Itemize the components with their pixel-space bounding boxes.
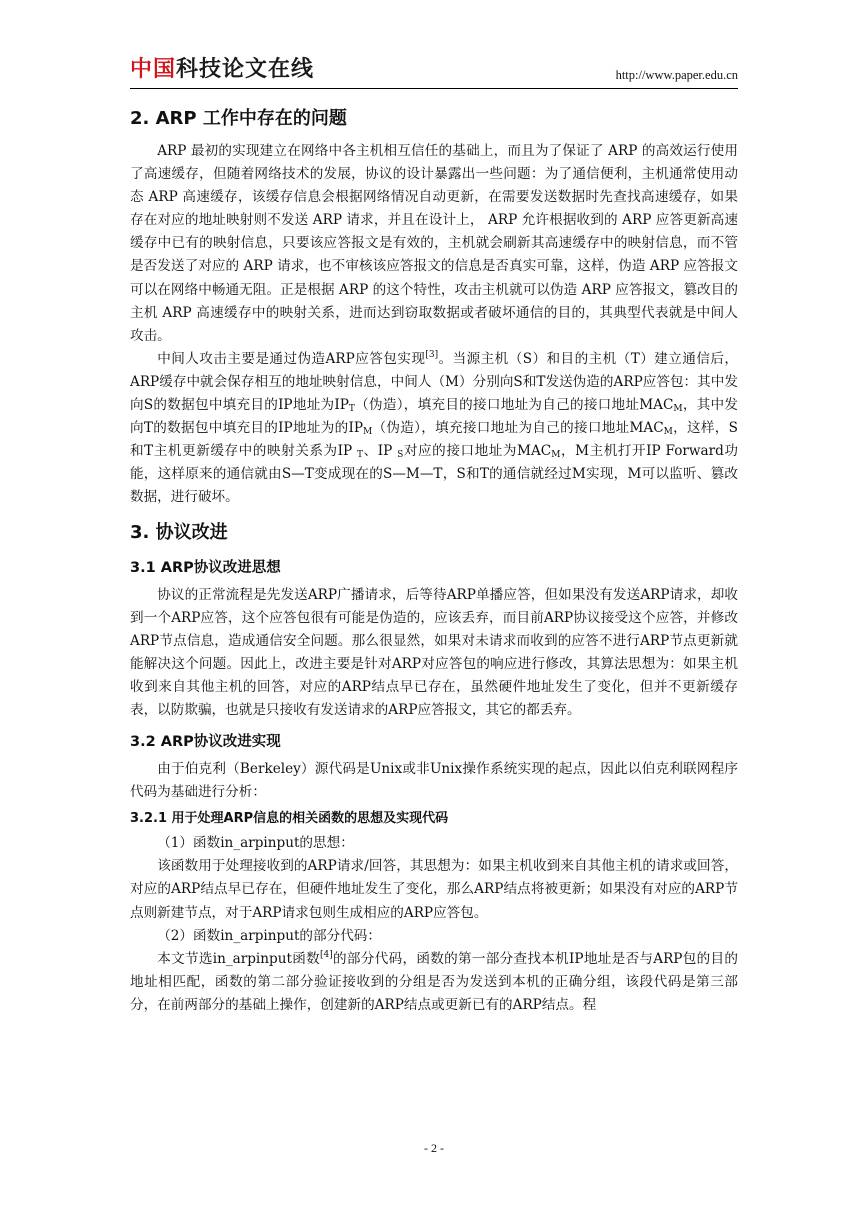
- text-run: （伪造），填充接口地址为自己的接口地址MAC: [372, 420, 664, 437]
- section-3-2-title: 3.2 ARP协议改进实现: [130, 734, 281, 751]
- logo-text-black: 科技论文在线: [176, 57, 315, 82]
- header-rule: [130, 88, 738, 89]
- section-2-title: 2. ARP 工作中存在的问题: [130, 108, 347, 129]
- page-number: - 2 -: [424, 1141, 444, 1155]
- text-run: 中间人攻击主要是通过伪造ARP应答包实现: [157, 350, 426, 367]
- text-run: ，其中发向T的数据包中填充目的IP地址为的IP: [130, 397, 738, 437]
- subscript: T: [357, 450, 364, 461]
- text-run: ，这样，S和T主机更新缓存中的映射关系为IP: [130, 420, 738, 460]
- text-run: 对应的接口地址为MAC: [403, 443, 552, 460]
- page-header: [130, 56, 738, 88]
- list-item-1: （1）函数in_arpinput的思想：: [157, 835, 354, 852]
- page-content: [130, 104, 738, 1017]
- section-3-2-paragraph: 由于伯克利（Berkeley）源代码是Unix或非Unix操作系统实现的起点，因此以伯克利联网程序代码为基础进行分析：: [130, 761, 738, 801]
- text-run: 的部分代码，函数的第一部分查找本机IP地址是否与ARP包的目的地址相匹配，函数的第二部分验证接收到的分组是否为发送到本机的正确分组，该段代码是第三部分，在前两部分的基础上操作，创建新的ARP结点或更新已有的ARP结点。程: [130, 950, 738, 1013]
- citation: [3]: [425, 349, 439, 360]
- section-3-1-title: 3.1 ARP协议改进思想: [130, 559, 281, 576]
- text-run: （伪造），填充目的接口地址为自己的接口地址MAC: [354, 397, 674, 414]
- section-3-title: 3. 协议改进: [130, 521, 228, 543]
- subscript: M: [363, 427, 373, 438]
- list-item-2-paragraph: [130, 948, 738, 1017]
- subscript: M: [663, 427, 673, 438]
- logo-text-red: 中国: [130, 57, 177, 82]
- subscript: M: [673, 404, 683, 415]
- section-3-1-paragraph: 协议的正常流程是先发送ARP广播请求，后等待ARP单播应答，但如果没有发送ARP请求，却收到一个ARP应答，这个应答包很有可能是伪造的，应该丢弃，而目前ARP协议接受这个应答，并修改ARP节点信息，造成通信安全问题。那么很显然，如果对未请求而收到的应答不进行ARP节点更新就能解决这个问题。因此上，改进主要是针对ARP对应答包的响应进行修改，其算法思想为：如果主机收到来自其他主机的回答，对应的ARP结点早已存在，虽然硬件地址发生了变化，但并不更新缓存表，以防欺骗，也就是只接收有发送请求的ARP应答报文，其它的都丢弃。: [130, 586, 738, 718]
- list-item-2: （2）函数in_arpinput的部分代码：: [157, 927, 381, 944]
- citation: [4]: [320, 949, 333, 960]
- subscript: S: [397, 450, 404, 461]
- list-item-1-paragraph: 该函数用于处理接收到的ARP请求/回答，其思想为：如果主机收到来自其他主机的请求或回答，对应的ARP结点早已存在，但硬件地址发生了变化，那么ARP结点将被更新；如果没有对应的ARP节点则新建节点，对于ARP请求包则生成相应的ARP应答包。: [130, 858, 738, 921]
- section-3-2-1-title: 3.2.1 用于处理ARP信息的相关函数的思想及实现代码: [130, 811, 449, 827]
- text-run: 。当源主机（S）和目的主机（T）建立通信后，ARP缓存中就会保存相互的地址映射信息，中间人（M）分别向S和T发送伪造的ARP应答包：其中发向S的数据包中填充目的IP地址为IP: [130, 350, 738, 414]
- journal-logo: [130, 56, 314, 84]
- header-url[interactable]: http://www.paper.edu.cn: [615, 68, 738, 82]
- text-run: 本文节选in_arpinput函数: [157, 950, 320, 967]
- section-2-paragraph-1: ARP 最初的实现建立在网络中各主机相互信任的基础上，而且为了保证了 ARP 的高效运行使用了高速缓存，但随着网络技术的发展，协议的设计暴露出一些问题：为了通信便利，主机通常使用动态 ARP 高速缓存，该缓存信息会根据网络情况自动更新，在需要发送数据时先查找高速缓存，如果存在对应的地址映射则不发送 ARP 请求，并且在设计上， ARP 允许根据收到的 ARP 应答更新高速缓存中已有的映射信息，只要该应答报文是有效的，主机就会刷新其高速缓存中的映射信息，而不管是否发送了对应的 ARP 请求，也不审核该应答报文的信息是否真实可靠，这样，伪造 ARP 应答报文可以在网络中畅通无阻。正是根据 ARP 的这个特性，攻击主机就可以伪造 ARP 应答报文，篡改目的主机 ARP 高速缓存中的映射关系，进而达到窃取数据或者破坏通信的目的，其典型代表就是中间人攻击。: [130, 143, 738, 344]
- subscript: T: [348, 404, 355, 415]
- subscript: M: [551, 450, 561, 461]
- text-run: 、IP: [363, 443, 398, 460]
- text-run: ，M主机打开IP Forward功能，这样原来的通信就由S—T变成现在的S—M—T，S和T的通信就经过M实现，M可以监听、篡改数据，进行破坏。: [130, 443, 738, 506]
- section-2-paragraph-2: [130, 348, 738, 510]
